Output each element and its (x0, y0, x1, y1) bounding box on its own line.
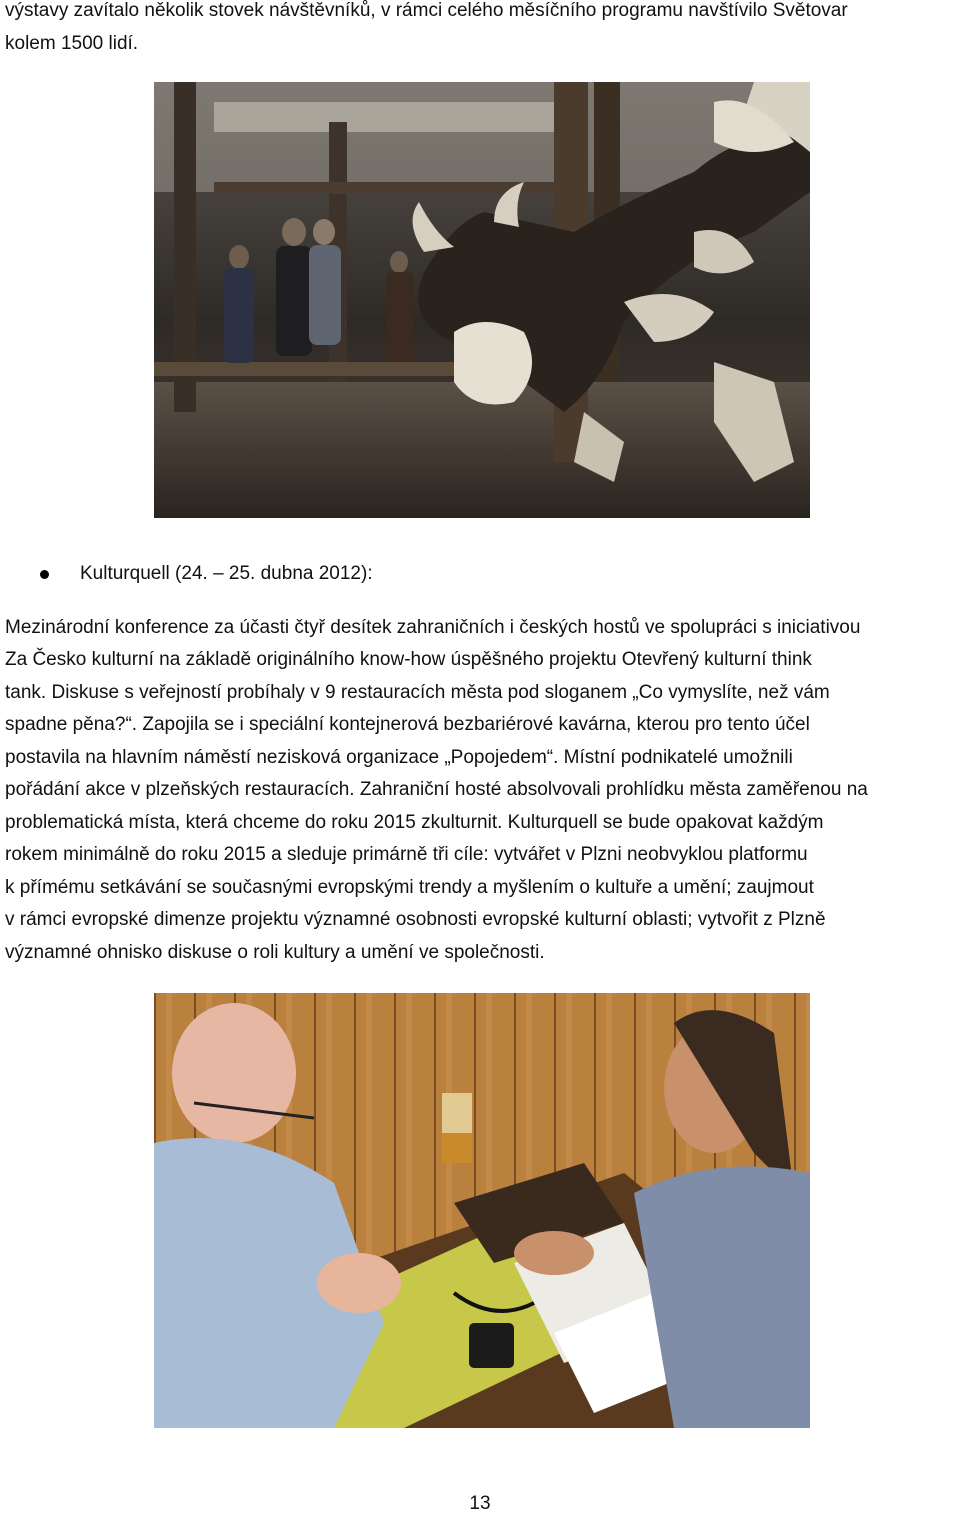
exhibition-photo (154, 82, 810, 518)
bullet-heading (80, 563, 373, 585)
paragraph-line-10: v rámci evropské dimenze projektu významné osobnosti evropské kulturní oblasti; vytvořit z Plzně (5, 909, 826, 930)
intro-line-2: kolem 1500 lidí. (5, 33, 139, 54)
paragraph-line-1: Mezinárodní konference za účasti čtyř desítek zahraničních i českých hostů ve spolupráci s iniciativou (5, 617, 861, 638)
paragraph-line-8: rokem minimálně do roku 2015 a sleduje primárně tři cíle: vytvářet v Plzni neobvyklou platformu (5, 844, 808, 865)
paragraph-line-5: postavila na hlavním náměstí nezisková organizace „Popojedem“. Místní podnikatelé umožnili (5, 747, 793, 768)
paragraph-line-4: spadne pěna?“. Zapojila se i speciální kontejnerová bezbariérové kavárna, kterou pro tento účel (5, 714, 810, 735)
paragraph-line-6: pořádání akce v plzeňských restauracích. Zahraniční hosté absolvovali prohlídku města zaměřenou na (5, 779, 868, 800)
intro-line-1: výstavy zavítalo několik stovek návštěvníků, v rámci celého měsíčního programu navštívilo Světovar (5, 0, 848, 21)
paragraph-line-2: Za Česko kulturní na základě originálního know-how úspěšného projektu Otevřený kulturní think (5, 649, 812, 670)
paragraph-line-11: významné ohnisko diskuse o roli kultury a umění ve společnosti. (5, 942, 545, 963)
bullet-dates: (24. – 25. dubna 2012): (169, 563, 373, 584)
paragraph-line-9: k přímému setkávání se současnými evropskými trendy a myšlením o kultuře a umění; zaujmout (5, 877, 814, 898)
bullet-marker (40, 570, 49, 579)
paragraph-line-3: tank. Diskuse s veřejností probíhaly v 9 restauracích města pod sloganem „Co vymyslíte, než vám (5, 682, 830, 703)
discussion-photo (154, 993, 810, 1428)
page-number: 13 (469, 1493, 491, 1514)
paragraph-line-7: problematická místa, která chceme do roku 2015 zkulturnit. Kulturquell se bude opakovat každým (5, 812, 824, 833)
bullet-title: Kulturquell (80, 563, 170, 584)
